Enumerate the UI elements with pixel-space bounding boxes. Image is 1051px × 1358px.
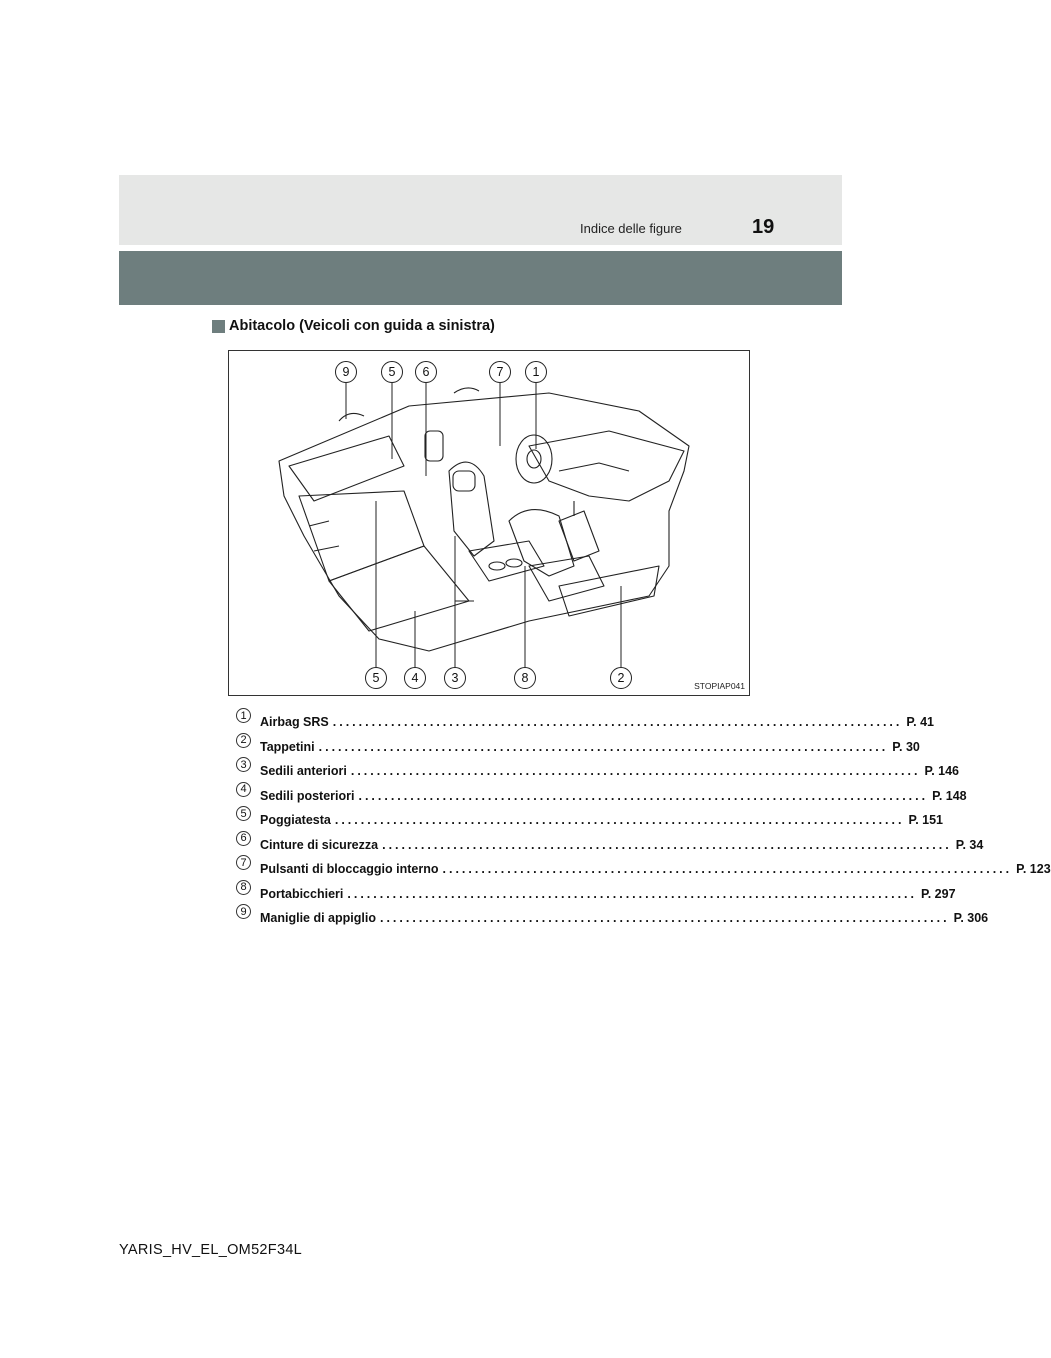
- legend-label: Tappetini: [260, 739, 315, 754]
- legend-page-ref[interactable]: P. 148: [932, 788, 967, 803]
- callout-top-4: 7: [489, 361, 511, 383]
- figure-code: STOPIAP041: [694, 681, 745, 691]
- leader-dots: ........................................................................................: [442, 862, 1013, 876]
- legend-number: 6: [236, 831, 251, 846]
- legend-number: 2: [236, 733, 251, 748]
- page-number: 19: [752, 216, 775, 238]
- leader-dots: ........................................................................................: [334, 813, 905, 827]
- legend-number: 1: [236, 708, 251, 723]
- callout-bottom-2: 4: [404, 667, 426, 689]
- legend-item: [236, 855, 1051, 880]
- leader-dots: ........................................................................................: [379, 911, 950, 925]
- legend-item: [236, 806, 944, 831]
- legend-label: Cinture di sicurezza: [260, 837, 379, 852]
- callout-bottom-4: 8: [514, 667, 536, 689]
- legend-number: 9: [236, 904, 251, 919]
- leader-dots: ........................................................................................: [358, 788, 929, 803]
- header-section-title: Indice delle figure: [580, 221, 682, 236]
- leader-dots: ........................................................................................: [318, 739, 889, 754]
- legend-item: [236, 880, 956, 905]
- legend-page-ref[interactable]: P. 123: [1016, 862, 1051, 876]
- legend-label: Sedili posteriori: [260, 788, 355, 803]
- legend-label: Pulsanti di bloccaggio interno: [260, 862, 439, 876]
- leader-dots: ........................................................................................: [382, 837, 952, 852]
- header-bar: [119, 175, 842, 245]
- callout-bottom-5: 2: [610, 667, 632, 689]
- legend-label: Sedili anteriori: [260, 764, 347, 778]
- footer-doc-code: YARIS_HV_EL_OM52F34L: [119, 1242, 303, 1258]
- legend-item: [236, 831, 984, 856]
- header-band: [119, 251, 842, 305]
- legend-item: [236, 782, 967, 807]
- callout-top-3: 6: [415, 361, 437, 383]
- legend-number: 8: [236, 880, 251, 895]
- callout-bottom-3: 3: [444, 667, 466, 689]
- legend-list: [236, 708, 1051, 929]
- legend-page-ref[interactable]: P. 306: [953, 911, 989, 925]
- cabin-drawing: [229, 351, 749, 695]
- legend-page-ref[interactable]: P. 30: [892, 739, 920, 754]
- legend-number: 3: [236, 757, 251, 772]
- legend-label: Maniglie di appiglio: [260, 911, 376, 925]
- legend-number: 7: [236, 855, 251, 870]
- legend-item: [236, 904, 989, 929]
- legend-label: Portabicchieri: [260, 886, 344, 901]
- callout-top-1: 9: [335, 361, 357, 383]
- legend-number: 4: [236, 782, 251, 797]
- section-heading: [212, 318, 495, 334]
- cabin-illustration: [228, 350, 750, 696]
- legend-item: [236, 757, 959, 782]
- legend-number: 5: [236, 806, 251, 821]
- section-square-icon: [212, 320, 225, 333]
- legend-page-ref[interactable]: P. 297: [921, 886, 956, 901]
- callout-bottom-1: 5: [365, 667, 387, 689]
- legend-page-ref[interactable]: P. 34: [955, 837, 984, 852]
- leader-dots: ........................................................................................: [350, 764, 921, 778]
- section-title: Abitacolo (Veicoli con guida a sinistra): [229, 318, 495, 334]
- legend-page-ref[interactable]: P. 151: [908, 813, 944, 827]
- legend-item: [236, 708, 934, 733]
- legend-label: Poggiatesta: [260, 813, 331, 827]
- leader-dots: ........................................................................................: [332, 715, 903, 729]
- legend-page-ref[interactable]: P. 146: [924, 764, 959, 778]
- leader-dots: ........................................................................................: [347, 886, 917, 901]
- callout-top-2: 5: [381, 361, 403, 383]
- legend-item: [236, 733, 920, 758]
- legend-label: Airbag SRS: [260, 715, 329, 729]
- legend-page-ref[interactable]: P. 41: [906, 715, 934, 729]
- callout-top-5: 1: [525, 361, 547, 383]
